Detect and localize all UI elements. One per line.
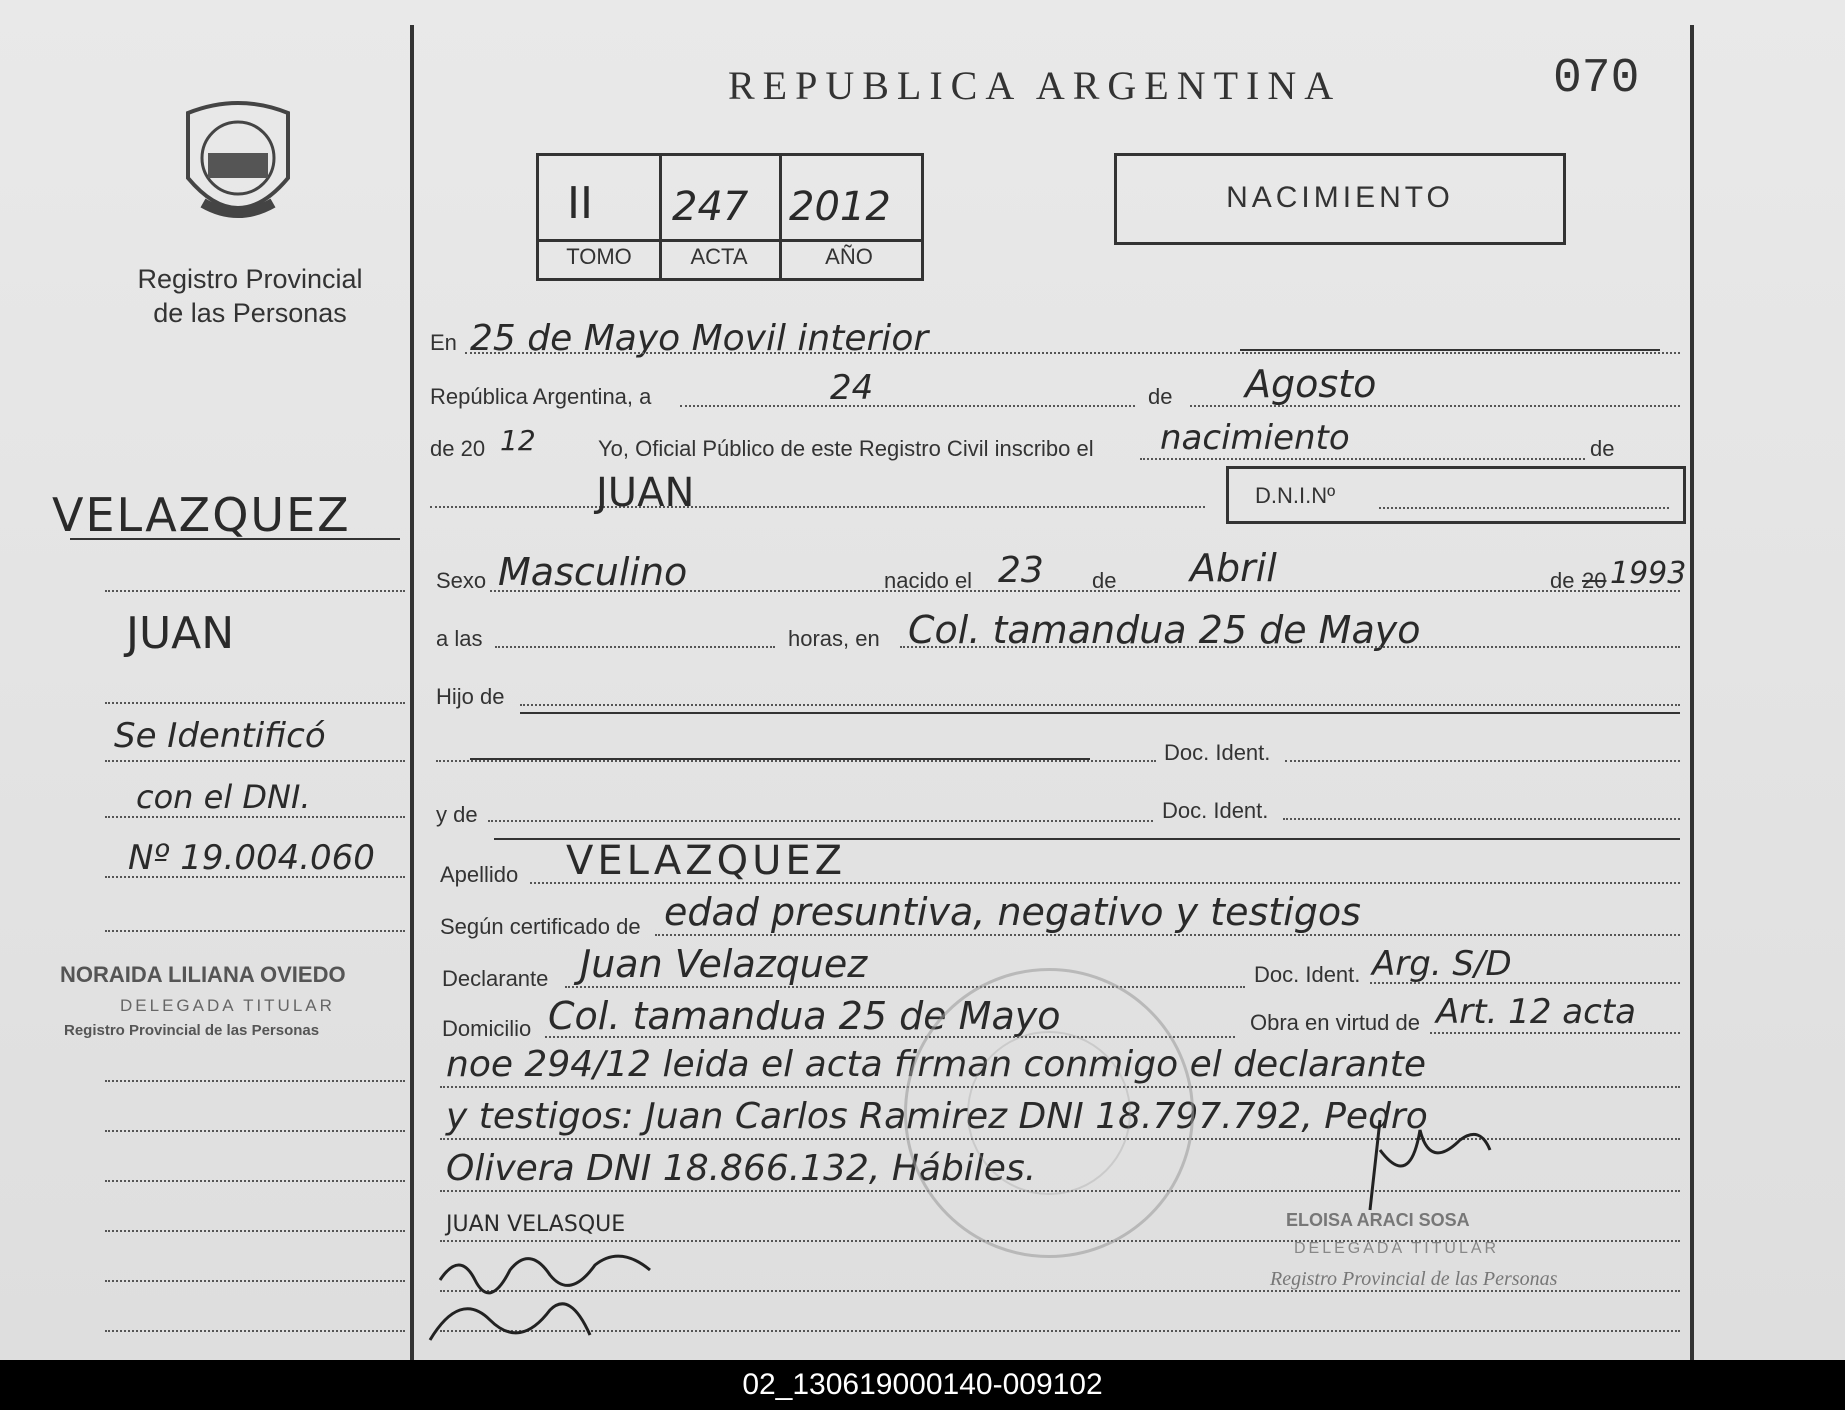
de-label-3: de (1092, 568, 1117, 593)
obra-label: Obra en virtud de (1250, 1010, 1420, 1035)
official-role: DELEGADA TITULAR (1294, 1240, 1500, 1257)
sexo-label: Sexo (436, 568, 487, 593)
doc-ident-label-3: Doc. Ident. (1254, 962, 1361, 987)
hijo-label: Hijo de (436, 684, 505, 709)
de-label: de (1148, 384, 1173, 409)
yde-label: y de (436, 802, 478, 827)
margin-stamp-office: Registro Provincial de las Personas (64, 1022, 320, 1039)
name-value: JUAN (596, 470, 695, 516)
margin-note-line-2: con el DNI. (136, 778, 311, 816)
republica-label: República Argentina, a (430, 384, 652, 409)
de-label-4: de (1550, 568, 1575, 593)
birth-year-crossed: 20 (1582, 568, 1607, 593)
margin-stamp-name: NORAIDA LILIANA OVIEDO (60, 962, 346, 987)
apellido-label: Apellido (440, 862, 519, 887)
declarante-label: Declarante (442, 966, 549, 991)
acta-value: 247 (672, 184, 749, 230)
domicilio-label: Domicilio (442, 1016, 532, 1041)
declarante-value: Juan Velazquez (580, 942, 868, 986)
horas-label: horas, en (788, 626, 880, 651)
birth-day: 23 (998, 550, 1044, 591)
office-line-2: de las Personas (153, 298, 347, 328)
en-label: En (430, 330, 457, 355)
segun-label: Según certificado de (440, 914, 641, 939)
birth-year: 1993 (1610, 556, 1687, 591)
declarante-doc: Arg. S/D (1372, 944, 1512, 984)
record-type-box (1114, 153, 1566, 245)
registry-box (536, 153, 924, 281)
nacido-label: nacido el (884, 568, 973, 593)
observation-line-3: Olivera DNI 18.866.132, Hábiles. (446, 1148, 1037, 1189)
declarant-signature (420, 1240, 680, 1350)
obra-value: Art. 12 acta (1436, 992, 1636, 1032)
place-value: Col. tamandua 25 de Mayo (908, 608, 1421, 652)
year-value: 12 (500, 424, 536, 457)
apellido-value: VELAZQUEZ (566, 838, 847, 884)
domicilio-value: Col. tamandua 25 de Mayo (548, 994, 1061, 1038)
doc-ident-label-2: Doc. Ident. (1162, 798, 1269, 823)
misiones-seal (178, 98, 298, 233)
segun-value: edad presuntiva, negativo y testigos (664, 890, 1361, 934)
tomo-value: II (567, 178, 593, 229)
margin-given-name: JUAN (126, 608, 235, 659)
office-name (115, 262, 385, 330)
official-name: ELOISA ARACI SOSA (1286, 1210, 1470, 1230)
ano-value: 2012 (789, 184, 891, 230)
right-margin-rule (1690, 25, 1694, 1360)
margin-surname: VELAZQUEZ (52, 488, 351, 542)
ano-label: AÑO (825, 244, 873, 269)
official-signature (1350, 1110, 1500, 1220)
observation-line-1: noe 294/12 leida el acta firman conmigo el declarante (446, 1044, 1426, 1085)
margin-stamp-role: DELEGADA TITULAR (120, 996, 335, 1015)
alas-label: a las (436, 626, 483, 651)
dni-label: D.N.I.Nº (1255, 483, 1336, 508)
yo-label: Yo, Oficial Público de este Registro Civil inscribo el (598, 436, 1094, 461)
observation-line-2: y testigos: Juan Carlos Ramirez DNI 18.797.792, Pedro (446, 1096, 1428, 1137)
de20-label: de 20 (430, 436, 486, 461)
record-type: NACIMIENTO (1226, 181, 1454, 214)
margin-note-line-1: Se Identificó (114, 716, 326, 756)
margin-note-line-3: Nº 19.004.060 (128, 838, 375, 878)
en-value: 25 de Mayo Movil interior (470, 318, 929, 359)
country-title: REPUBLICA ARGENTINA (728, 63, 1342, 108)
declarant-printed-name: JUAN VELASQUE (446, 1212, 626, 1237)
seal-graphic (178, 98, 298, 233)
office-line-1: Registro Provincial (137, 264, 363, 294)
sexo-value: Masculino (498, 550, 688, 594)
month-value: Agosto (1245, 362, 1377, 406)
inscribo-value: nacimiento (1160, 418, 1350, 458)
official-office: Registro Provincial de las Personas (1270, 1268, 1558, 1290)
birth-month: Abril (1190, 546, 1277, 590)
acta-label: ACTA (690, 244, 748, 269)
doc-ident-label-1: Doc. Ident. (1164, 740, 1271, 765)
dni-box (1226, 466, 1686, 524)
folio-number: 070 (1553, 52, 1640, 106)
document-id-footer: 02_130619000140-009102 (0, 1360, 1845, 1410)
round-stamp (904, 968, 1194, 1258)
day-value: 24 (830, 368, 874, 408)
left-margin-rule (410, 25, 414, 1360)
de-label-2: de (1590, 436, 1615, 461)
tomo-label: TOMO (566, 244, 632, 269)
